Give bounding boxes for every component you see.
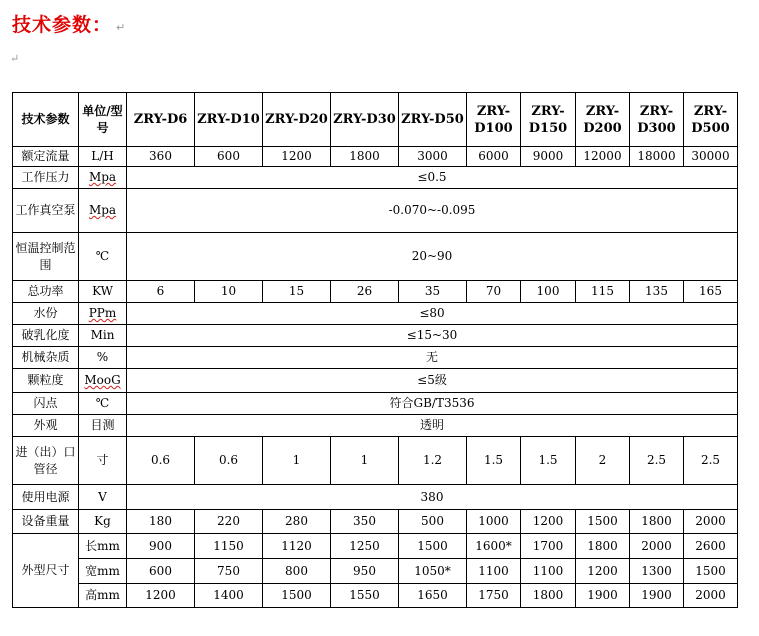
table-cell: 380 (127, 485, 738, 510)
table-cell: 18000 (630, 147, 684, 167)
table-row (13, 189, 738, 233)
table-cell: 500 (399, 510, 467, 534)
row-label: 工作压力 (13, 167, 79, 189)
table-cell: 1400 (195, 584, 263, 608)
model-header: ZRY-D50 (399, 93, 467, 147)
row-label: 总功率 (13, 281, 79, 303)
table-row (13, 325, 738, 347)
table-row (13, 281, 738, 303)
table-cell: 1500 (576, 510, 630, 534)
model-header: ZRY-D6 (127, 93, 195, 147)
spec-table (12, 92, 738, 608)
row-label: 工作真空泵 (13, 189, 79, 233)
table-cell: 6 (127, 281, 195, 303)
table-cell: 35 (399, 281, 467, 303)
table-cell: 1800 (576, 534, 630, 559)
table-row (13, 393, 738, 415)
table-cell: ≤0.5 (127, 167, 738, 189)
table-cell: 2.5 (684, 437, 738, 485)
table-cell: 1800 (331, 147, 399, 167)
table-cell: 2600 (684, 534, 738, 559)
row-unit: Mpa (79, 189, 127, 233)
model-header: ZRY-D200 (576, 93, 630, 147)
table-cell: 2000 (684, 584, 738, 608)
row-label: 闪点 (13, 393, 79, 415)
table-cell: 1 (263, 437, 331, 485)
model-header: ZRY-D150 (521, 93, 576, 147)
table-cell: 600 (195, 147, 263, 167)
table-cell: 115 (576, 281, 630, 303)
table-cell: 1200 (263, 147, 331, 167)
table-cell: 9000 (521, 147, 576, 167)
row-label: 设备重量 (13, 510, 79, 534)
row-label: 机械杂质 (13, 347, 79, 369)
header-row (13, 93, 738, 147)
table-cell: 2000 (684, 510, 738, 534)
row-label: 恒温控制范围 (13, 233, 79, 281)
section-title-text: 技术参数： (12, 14, 113, 36)
table-cell: 20~90 (127, 233, 738, 281)
table-row (13, 510, 738, 534)
table-cell: 135 (630, 281, 684, 303)
table-cell: -0.070~-0.095 (127, 189, 738, 233)
table-cell: 26 (331, 281, 399, 303)
table-cell: 800 (263, 559, 331, 584)
table-cell: 180 (127, 510, 195, 534)
table-row (13, 369, 738, 393)
table-cell: 1600* (467, 534, 521, 559)
table-cell: 1800 (521, 584, 576, 608)
table-cell: 1500 (399, 534, 467, 559)
table-cell: ≤5级 (127, 369, 738, 393)
row-unit: 长mm (79, 534, 127, 559)
row-unit: 高mm (79, 584, 127, 608)
table-cell: 1750 (467, 584, 521, 608)
table-cell: 1100 (467, 559, 521, 584)
row-label: 额定流量 (13, 147, 79, 167)
row-label: 使用电源 (13, 485, 79, 510)
section-title (12, 10, 126, 37)
model-header: ZRY-D20 (263, 93, 331, 147)
table-row (13, 233, 738, 281)
table-cell: 70 (467, 281, 521, 303)
table-row (13, 167, 738, 189)
row-unit: MooG (79, 369, 127, 393)
table-cell: 2 (576, 437, 630, 485)
table-cell: 1100 (521, 559, 576, 584)
table-row (13, 303, 738, 325)
row-label: 外观 (13, 415, 79, 437)
table-cell: 1.2 (399, 437, 467, 485)
param-header: 技术参数 (13, 93, 79, 147)
table-cell: 1500 (684, 559, 738, 584)
table-cell: 900 (127, 534, 195, 559)
table-cell: 6000 (467, 147, 521, 167)
paragraph-mark-icon: ↵ (10, 52, 20, 65)
model-header: ZRY-D30 (331, 93, 399, 147)
table-cell: 1200 (127, 584, 195, 608)
table-cell: 1700 (521, 534, 576, 559)
table-row (13, 485, 738, 510)
row-unit: Kg (79, 510, 127, 534)
model-header: ZRY-D100 (467, 93, 521, 147)
row-unit: KW (79, 281, 127, 303)
row-label: 颗粒度 (13, 369, 79, 393)
table-cell: 符合GB/T3536 (127, 393, 738, 415)
table-row (13, 415, 738, 437)
table-row (13, 559, 738, 584)
row-unit: 宽mm (79, 559, 127, 584)
table-cell: 1200 (521, 510, 576, 534)
table-cell: 透明 (127, 415, 738, 437)
row-unit: PPm (79, 303, 127, 325)
table-cell: 360 (127, 147, 195, 167)
row-label: 破乳化度 (13, 325, 79, 347)
table-cell: 1900 (630, 584, 684, 608)
table-cell: 无 (127, 347, 738, 369)
table-row (13, 147, 738, 167)
table-cell: 1000 (467, 510, 521, 534)
table-cell: 950 (331, 559, 399, 584)
row-unit: ℃ (79, 233, 127, 281)
table-cell: 1250 (331, 534, 399, 559)
table-cell: 2000 (630, 534, 684, 559)
table-cell: 100 (521, 281, 576, 303)
table-cell: ≤15~30 (127, 325, 738, 347)
table-row (13, 534, 738, 559)
table-cell: 350 (331, 510, 399, 534)
row-unit: 寸 (79, 437, 127, 485)
table-cell: 1650 (399, 584, 467, 608)
table-cell: 3000 (399, 147, 467, 167)
row-unit: ℃ (79, 393, 127, 415)
table-cell: 10 (195, 281, 263, 303)
table-cell: 1800 (630, 510, 684, 534)
row-unit: % (79, 347, 127, 369)
row-unit: Mpa (79, 167, 127, 189)
unit-header: 单位/型号 (79, 93, 127, 147)
table-cell: 220 (195, 510, 263, 534)
table-cell: 12000 (576, 147, 630, 167)
row-unit: V (79, 485, 127, 510)
row-unit: Min (79, 325, 127, 347)
table-cell: 0.6 (127, 437, 195, 485)
row-label: 进（出）口管径 (13, 437, 79, 485)
row-label: 水份 (13, 303, 79, 325)
table-cell: 0.6 (195, 437, 263, 485)
paragraph-mark-icon: ↵ (116, 21, 127, 34)
model-header: ZRY-D10 (195, 93, 263, 147)
table-cell: 1 (331, 437, 399, 485)
row-label: 外型尺寸 (13, 534, 79, 608)
table-cell: 30000 (684, 147, 738, 167)
table-cell: 1.5 (521, 437, 576, 485)
table-cell: 1900 (576, 584, 630, 608)
row-unit: L/H (79, 147, 127, 167)
table-cell: 1150 (195, 534, 263, 559)
table-cell: 1500 (263, 584, 331, 608)
table-row (13, 584, 738, 608)
table-cell: 1300 (630, 559, 684, 584)
table-cell: 1120 (263, 534, 331, 559)
table-cell: 280 (263, 510, 331, 534)
table-cell: 2.5 (630, 437, 684, 485)
table-cell: 1200 (576, 559, 630, 584)
table-cell: ≤80 (127, 303, 738, 325)
model-header: ZRY-D500 (684, 93, 738, 147)
row-unit: 目测 (79, 415, 127, 437)
table-cell: 750 (195, 559, 263, 584)
table-cell: 1050* (399, 559, 467, 584)
table-cell: 600 (127, 559, 195, 584)
table-cell: 1550 (331, 584, 399, 608)
table-row (13, 347, 738, 369)
model-header: ZRY-D300 (630, 93, 684, 147)
table-cell: 15 (263, 281, 331, 303)
table-row (13, 437, 738, 485)
table-cell: 1.5 (467, 437, 521, 485)
table-cell: 165 (684, 281, 738, 303)
